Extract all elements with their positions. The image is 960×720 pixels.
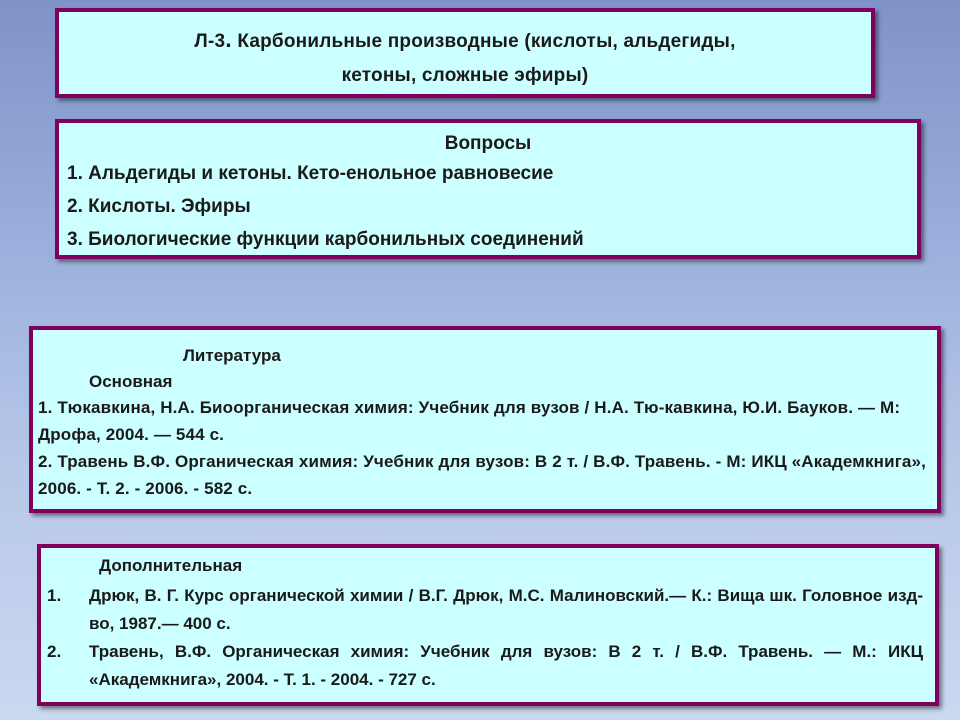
additional-literature-item-1	[47, 582, 923, 638]
additional-item-1-text: Дрюк, В. Г. Курс органической химии / В.Г. Дрюк, М.С. Малиновский.— К.: Вища шк. Головное изд-во, 1987.— 400 с.	[89, 586, 923, 633]
literature-main-item-1: 1. Тюкавкина, Н.А. Биоорганическая химия: Учебник для вузов / Н.А. Тю-кавкина, Ю.И. Бауков. — М: Дрофа, 2004. — 544 с.	[38, 398, 901, 444]
additional-literature-item-2	[47, 638, 923, 694]
question-item-1: 1. Альдегиды и кетоны. Кето-енольное равновесие	[67, 163, 554, 184]
lecture-title-line-2: кетоны, сложные эфиры)	[341, 65, 589, 86]
literature-main-list	[38, 394, 931, 502]
additional-literature-heading: Дополнительная	[99, 556, 243, 575]
literature-box	[29, 326, 941, 513]
additional-item-2-number: 2.	[47, 642, 62, 661]
literature-main-subheading: Основная	[89, 372, 173, 391]
additional-item-1-number: 1.	[47, 586, 62, 605]
lecture-title	[59, 12, 871, 93]
lecture-title-line-1: Карбонильные производные (кислоты, альдегиды,	[231, 31, 736, 52]
literature-main-item-2: 2. Травень В.Ф. Органическая химия: Учебник для вузов: В 2 т. / В.Ф. Травень. - М: ИКЦ «Академкнига», 2006. - Т. 2. - 2006. - 582 с.	[38, 452, 927, 498]
lecture-title-box	[55, 8, 875, 98]
literature-heading: Литература	[183, 346, 281, 365]
question-item-2: 2. Кислоты. Эфиры	[67, 196, 251, 217]
question-item-3: 3. Биологические функции карбонильных соединений	[67, 229, 584, 250]
additional-item-2-text: Травень, В.Ф. Органическая химия: Учебник для вузов: В 2 т. / В.Ф. Травень. — М.: ИКЦ «Академкнига», 2004. - Т. 1. - 2004. - 727 с.	[89, 642, 923, 689]
lecture-number-dot: .	[225, 26, 232, 52]
questions-box	[55, 119, 921, 259]
additional-literature-list	[47, 582, 923, 694]
lecture-number: Л-3	[194, 31, 226, 52]
questions-heading: Вопросы	[444, 133, 532, 154]
additional-literature-box	[37, 544, 939, 706]
